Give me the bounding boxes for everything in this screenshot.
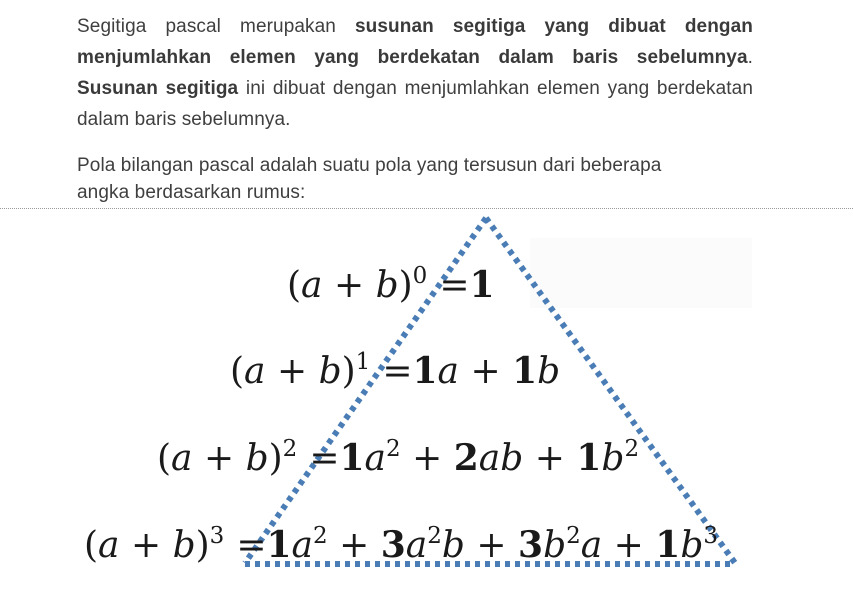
equation-term-2-8: b <box>601 438 625 479</box>
equals-sign-2: = <box>309 438 340 479</box>
equation-term-2-3: + <box>400 438 454 479</box>
equation-term-3-16: 3 <box>703 523 719 549</box>
equation-row-1 <box>230 349 560 392</box>
equals-sign-3: = <box>236 525 267 566</box>
intro-bold-1: susunan segitiga yang dibuat dengan menjumlahkan elemen yang berdekatan dalam baris sebelumnya <box>77 16 753 68</box>
equation-term-3-8: + <box>464 525 518 566</box>
equation-lhs-1: (a + b) <box>230 351 356 392</box>
equation-term-3-11: 2 <box>566 523 581 549</box>
equation-term-3-15: b <box>680 525 704 566</box>
equation-lhs-2: (a + b) <box>157 438 283 479</box>
equation-term-2-6: + <box>523 438 577 479</box>
equation-term-1-1: a <box>437 351 460 392</box>
intro-bold-2: Susunan segitiga <box>77 78 239 99</box>
equation-term-3-13: + <box>602 525 656 566</box>
equation-term-0-0: 1 <box>469 264 495 306</box>
equation-term-2-5: ab <box>478 438 524 479</box>
intro-paragraph <box>77 11 753 135</box>
equation-exponent-1: 1 <box>355 349 371 375</box>
equation-term-1-0: 1 <box>412 350 438 392</box>
equation-term-3-9: 3 <box>518 524 544 566</box>
intro-text-2: . <box>747 47 753 68</box>
binomial-equations <box>84 263 718 566</box>
equation-term-3-4: 3 <box>380 524 406 566</box>
equation-term-3-12: a <box>580 525 603 566</box>
pattern-line-1: Pola bilangan pascal adalah suatu pola yang tersusun dari beberapa <box>77 155 662 176</box>
equation-row-3 <box>84 523 718 566</box>
equation-term-2-2: 2 <box>386 436 401 462</box>
equation-exponent-2: 2 <box>282 436 298 462</box>
equation-lhs-0: (a + b) <box>287 265 413 306</box>
equation-term-1-3: 1 <box>512 350 538 392</box>
equation-term-2-4: 2 <box>453 437 479 479</box>
equals-sign-0: = <box>439 265 470 306</box>
equation-term-3-3: + <box>327 525 381 566</box>
equation-term-2-1: a <box>364 438 387 479</box>
equation-term-2-7: 1 <box>576 437 602 479</box>
equation-exponent-0: 0 <box>412 263 428 289</box>
equation-row-2 <box>157 436 639 479</box>
equation-term-3-5: a <box>405 525 428 566</box>
pattern-line-2: angka berdasarkan rumus: <box>77 182 306 203</box>
intro-text-1: Segitiga pascal merupakan <box>77 16 355 37</box>
equals-sign-1: = <box>382 351 413 392</box>
equation-exponent-3: 3 <box>209 523 225 549</box>
pattern-paragraph <box>77 150 753 208</box>
equation-term-1-4: b <box>537 351 561 392</box>
equation-term-2-9: 2 <box>624 436 640 462</box>
equation-lhs-3: (a + b) <box>84 525 210 566</box>
equation-term-2-0: 1 <box>339 437 365 479</box>
equation-term-3-14: 1 <box>655 524 681 566</box>
equation-term-3-7: b <box>441 525 465 566</box>
intro-text-3: ini dibuat dengan menjumlahkan elemen yang berdekatan dalam baris sebelumnya. <box>77 78 753 130</box>
equation-term-3-6: 2 <box>427 523 442 549</box>
equation-term-3-0: 1 <box>266 524 292 566</box>
pascal-triangle-figure <box>0 209 853 594</box>
equation-term-1-2: + <box>459 351 513 392</box>
equation-term-3-2: 2 <box>313 523 328 549</box>
equation-row-0 <box>287 263 495 306</box>
equation-term-3-10: b <box>543 525 567 566</box>
equation-term-3-1: a <box>291 525 314 566</box>
